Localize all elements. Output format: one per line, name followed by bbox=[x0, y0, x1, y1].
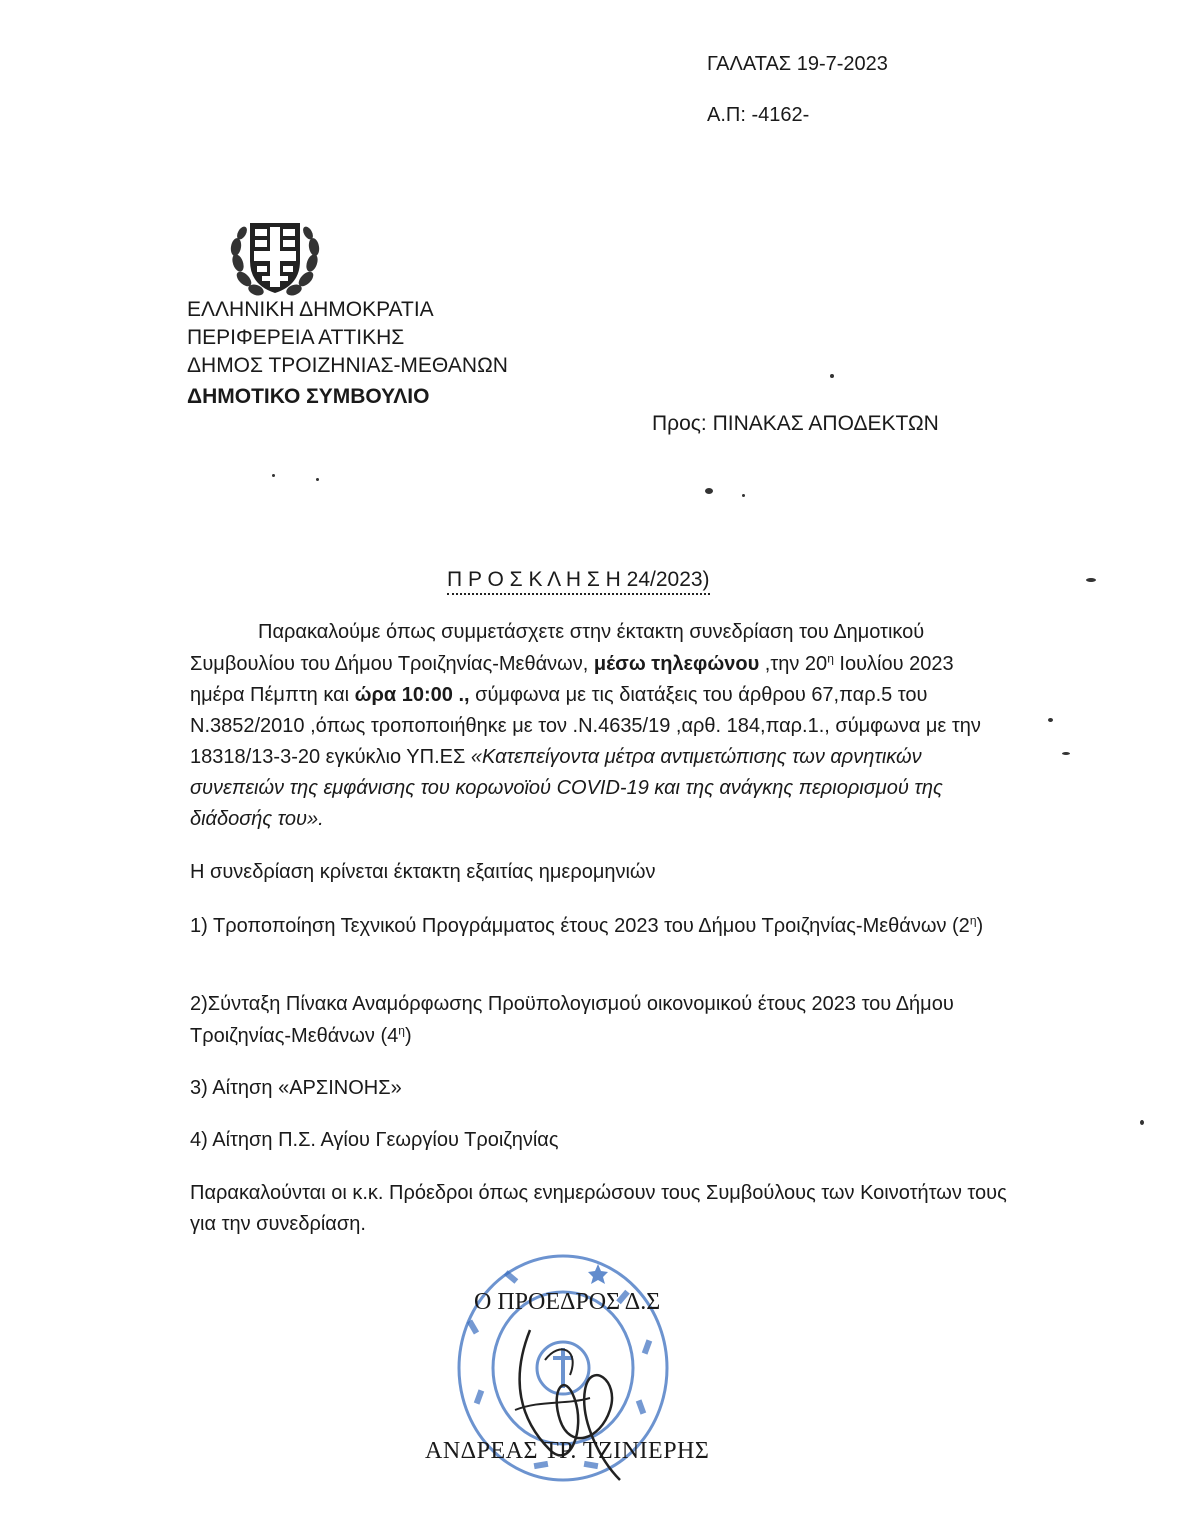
agenda-item-2-line-1: 2)Σύνταξη Πίνακα Αναμόρφωσης Προϋπολογισμού οικονομικού έτους 2023 του Δήμου bbox=[190, 993, 954, 1015]
agenda-item-3: 3) Αίτηση «ΑΡΣΙΝΟΗΣ» bbox=[190, 1077, 402, 1099]
superscript: η bbox=[969, 913, 977, 928]
superscript: η bbox=[827, 651, 834, 666]
agenda-item-2-line-2 bbox=[190, 1024, 412, 1048]
document-title: Π Ρ Ο Σ Κ Λ Η Σ Η 24/2023) bbox=[447, 568, 710, 595]
paragraph-line-1: Παρακαλούμε όπως συμμετάσχετε στην έκτακτη συνεδρίαση του Δημοτικού bbox=[258, 621, 925, 643]
paragraph-line-4: Ν.3852/2010 ,όπως τροποποιήθηκε με τον .Ν.4635/19 ,αρθ. 184,παρ.1., σύμφωνα με την bbox=[190, 715, 981, 737]
agenda-item-text: ) bbox=[404, 1025, 412, 1047]
meeting-mode: μέσω τηλεφώνου bbox=[593, 653, 760, 675]
scan-speck bbox=[830, 374, 834, 378]
paragraph-text: Συμβουλίου του Δήμου Τροιζηνίας-Μεθάνων, bbox=[190, 653, 594, 675]
scan-speck bbox=[742, 494, 745, 497]
paragraph-text: ημέρα Πέμπτη και bbox=[190, 684, 355, 706]
closing-line-2: για την συνεδρίαση. bbox=[190, 1213, 366, 1235]
paragraph-line-3 bbox=[190, 683, 927, 707]
scan-speck bbox=[1062, 752, 1070, 755]
paragraph-text: σύμφωνα με τις διατάξεις του άρθρου 67,παρ.5 του bbox=[469, 684, 928, 706]
paragraph-text: ,την 20 bbox=[759, 653, 828, 675]
paragraph-line-5 bbox=[190, 745, 922, 769]
signatory-role: Ο ΠΡΟΕΔΡΟΣ Δ.Σ bbox=[474, 1289, 661, 1315]
header-country: ΕΛΛΗΝΙΚΗ ΔΗΜΟΚΡΑΤΙΑ bbox=[187, 298, 434, 321]
header-region: ΠΕΡΙΦΕΡΕΙΑ ΑΤΤΙΚΗΣ bbox=[187, 326, 405, 349]
place-date: ΓΑΛΑΤΑΣ 19-7-2023 bbox=[707, 53, 888, 75]
meeting-time: ώρα 10:00 ., bbox=[354, 684, 470, 706]
paragraph-line-7: διάδοσής του». bbox=[190, 808, 324, 830]
circular-title: «Κατεπείγοντα μέτρα αντιμετώπισης των αρνητικών bbox=[470, 746, 922, 768]
recipient: Προς: ΠΙΝΑΚΑΣ ΑΠΟΔΕΚΤΩΝ bbox=[652, 412, 939, 435]
superscript: η bbox=[398, 1023, 405, 1038]
scan-speck bbox=[272, 474, 275, 477]
signatory-name: ΑΝΔΡΕΑΣ ΤΡ. ΤΖΙΝΙΕΡΗΣ bbox=[425, 1438, 710, 1464]
agenda-item-text: 1) Τροποποίηση Τεχνικού Προγράμματος έτους 2023 του Δήμου Τροιζηνίας-Μεθάνων (2 bbox=[190, 915, 970, 937]
agenda-item-1 bbox=[190, 914, 983, 938]
protocol-number: Α.Π: -4162- bbox=[707, 104, 810, 126]
scan-speck bbox=[1086, 578, 1096, 582]
handwritten-signature bbox=[490, 1300, 650, 1500]
header-municipality: ΔΗΜΟΣ ΤΡΟΙΖΗΝΙΑΣ-ΜΕΘΑΝΩΝ bbox=[187, 354, 508, 377]
agenda-item-4: 4) Αίτηση Π.Σ. Αγίου Γεωργίου Τροιζηνίας bbox=[190, 1129, 559, 1151]
scan-speck bbox=[705, 488, 713, 494]
paragraph-text: Ιουλίου 2023 bbox=[833, 653, 954, 675]
scan-speck bbox=[1140, 1120, 1144, 1125]
paragraph-line-6: συνεπειών της εμφάνισης του κορωνοϊού COVID-19 και της ανάγκης περιορισμού της bbox=[190, 777, 943, 799]
paragraph-line-2 bbox=[190, 652, 954, 676]
scan-speck bbox=[316, 478, 319, 481]
header-council: ΔΗΜΟΤΙΚΟ ΣΥΜΒΟΥΛΙΟ bbox=[187, 385, 430, 408]
paragraph-text: 18318/13-3-20 εγκύκλιο ΥΠ.ΕΣ bbox=[190, 746, 471, 768]
urgency-reason: Η συνεδρίαση κρίνεται έκτακτη εξαιτίας ημερομηνιών bbox=[190, 861, 656, 883]
agenda-item-text: Τροιζηνίας-Μεθάνων (4 bbox=[190, 1025, 399, 1047]
agenda-item-text: ) bbox=[976, 915, 984, 937]
greek-coat-of-arms-icon bbox=[226, 213, 324, 299]
scan-speck bbox=[1048, 718, 1053, 722]
closing-line-1: Παρακαλούνται οι κ.κ. Πρόεδροι όπως ενημερώσουν τους Συμβούλους των Κοινοτήτων τους bbox=[190, 1182, 1007, 1204]
